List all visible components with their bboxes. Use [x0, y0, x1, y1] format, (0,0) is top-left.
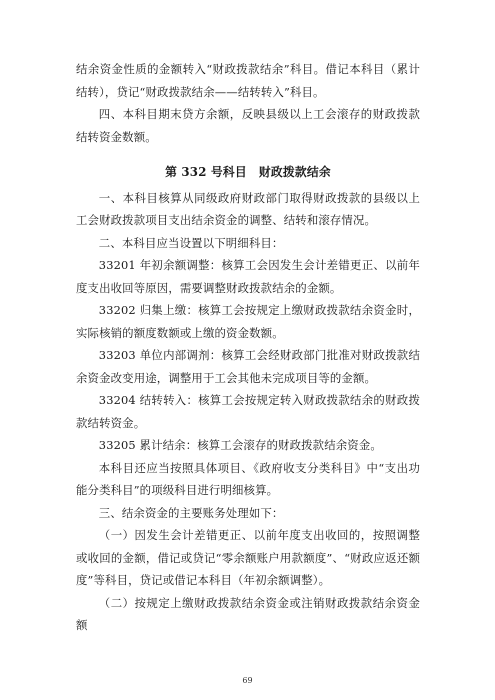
section-paragraph: 三、结余资金的主要账务处理如下：: [98, 505, 284, 520]
detail-account-paragraph: 33204 结转转入：核算工会按规定转入财政拨款结余的财政拨款结转资金。: [76, 393, 420, 430]
continuation-paragraph: 结余资金性质的金额转入“财政拨款结余”科目。借记本科目（累计结转），贷记“财政拨款结余——结转转入”科目。: [76, 62, 420, 99]
page-content: [76, 58, 420, 637]
detail-account-paragraph: 33201 年初余额调整：核算工会因发生会计差错更正、以前年度支出收回等原因，需要调整财政拨款结余的金额。: [76, 258, 420, 295]
entry-paragraph: （一）因发生会计差错更正、以前年度支出收回的，按照调整或收回的金额，借记或贷记“零余额账户用款额度”、“财政应返还额度”等科目，贷记或借记本科目（年初余额调整）。: [76, 528, 420, 587]
detail-account-paragraph: 33203 单位内部调剂：核算工会经财政部门批准对财政拨款结余资金改变用途，调整用于工会其他未完成项目等的金额。: [76, 348, 420, 385]
section-paragraph: 一、本科目核算从同级政府财政部门取得财政拨款的县级以上工会财政拨款项目支出结余资金的调整、结转和滚存情况。: [76, 190, 420, 227]
entry-paragraph: （二）按规定上缴财政拨款结余资金或注销财政拨款结余资金额: [76, 595, 420, 632]
detail-account-paragraph: 33202 归集上缴：核算工会按规定上缴财政拨款结余资金时，实际核销的额度数额或上缴的资金数额。: [76, 303, 420, 340]
section-paragraph: 本科目还应当按照具体项目、《政府收支分类科目》中“支出功能分类科目”的项级科目进行明细核算。: [76, 460, 420, 497]
page-number: 69: [242, 676, 253, 685]
detail-account-paragraph: 33205 累计结余：核算工会滚存的财政拨款结余资金。: [98, 438, 382, 452]
section-paragraph: 二、本科目应当设置以下明细科目：: [98, 235, 284, 250]
closing-balance-paragraph: 四、本科目期末贷方余额，反映县级以上工会滚存的财政拨款结转资金数额。: [76, 107, 420, 144]
section-title: 第 332 号科目 财政拨款结余: [165, 165, 331, 179]
